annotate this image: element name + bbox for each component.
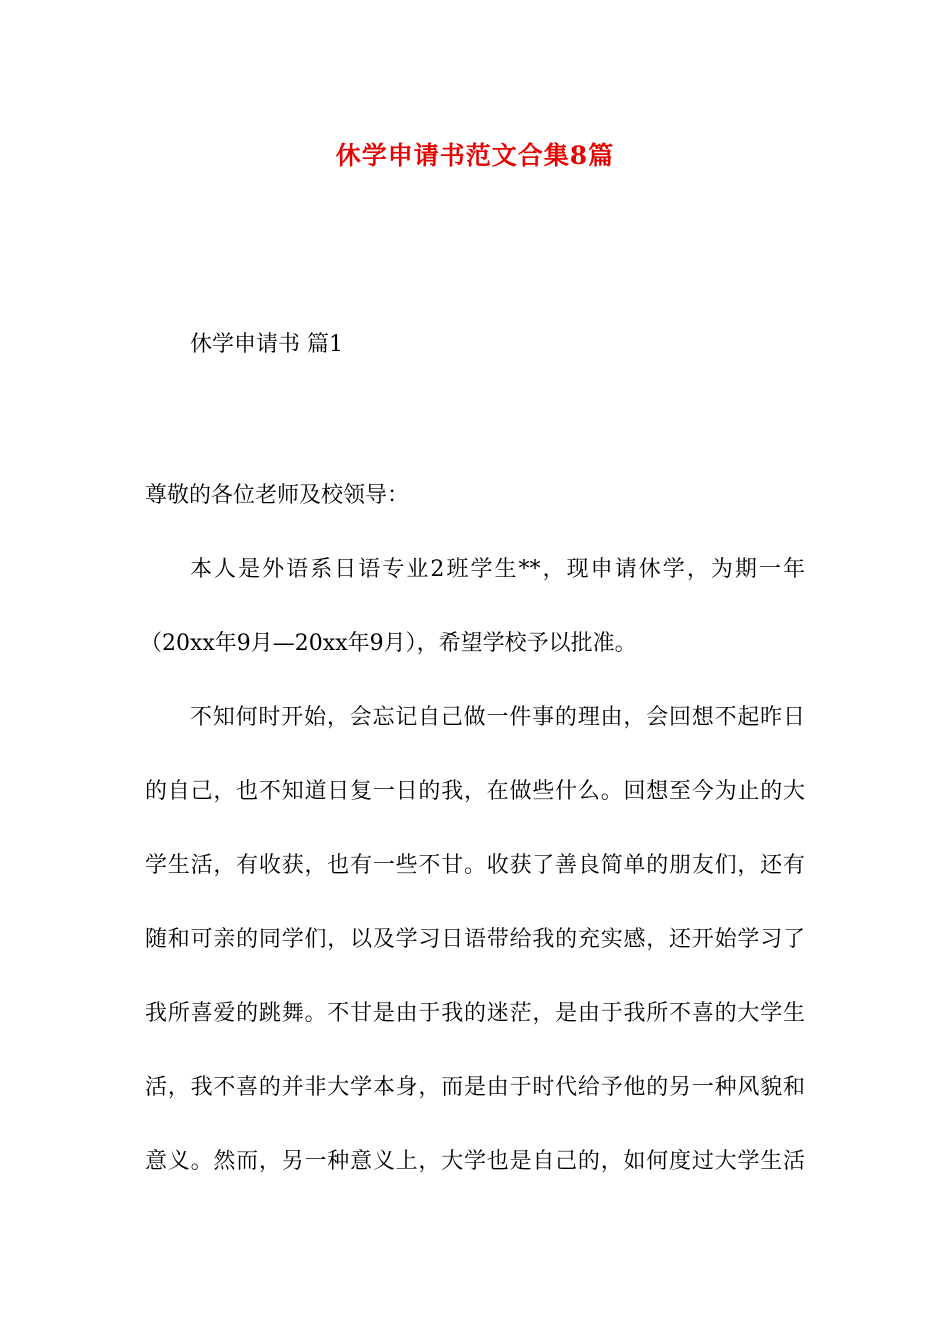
paragraph-line: 意义。然而，另一种意义上，大学也是自己的，如何度过大学生活 [145, 1149, 805, 1174]
paragraph-line: 不知何时开始，会忘记自己做一件事的理由，会回想不起昨日 [190, 705, 805, 730]
section-heading: 休学申请书 篇1 [190, 332, 343, 357]
paragraph-line: 学生活，有收获，也有一些不甘。收获了善良简单的朋友们，还有 [145, 853, 805, 878]
paragraph-line: （20xx年9月—20xx年9月），希望学校予以批准。 [140, 631, 637, 656]
paragraph-line: 本人是外语系日语专业2班学生**，现申请休学，为期一年 [190, 557, 805, 582]
paragraph-line: 活，我不喜的并非大学本身，而是由于时代给予他的另一种风貌和 [145, 1075, 805, 1100]
document-title: 休学申请书范文合集8篇 [335, 141, 615, 170]
paragraph-line: 随和可亲的同学们，以及学习日语带给我的充实感，还开始学习了 [145, 927, 805, 952]
paragraph-line: 的自己，也不知道日复一日的我，在做些什么。回想至今为止的大 [145, 779, 805, 804]
paragraph-line: 我所喜爱的跳舞。不甘是由于我的迷茫，是由于我所不喜的大学生 [145, 1001, 805, 1026]
salutation: 尊敬的各位老师及校领导： [145, 483, 410, 508]
